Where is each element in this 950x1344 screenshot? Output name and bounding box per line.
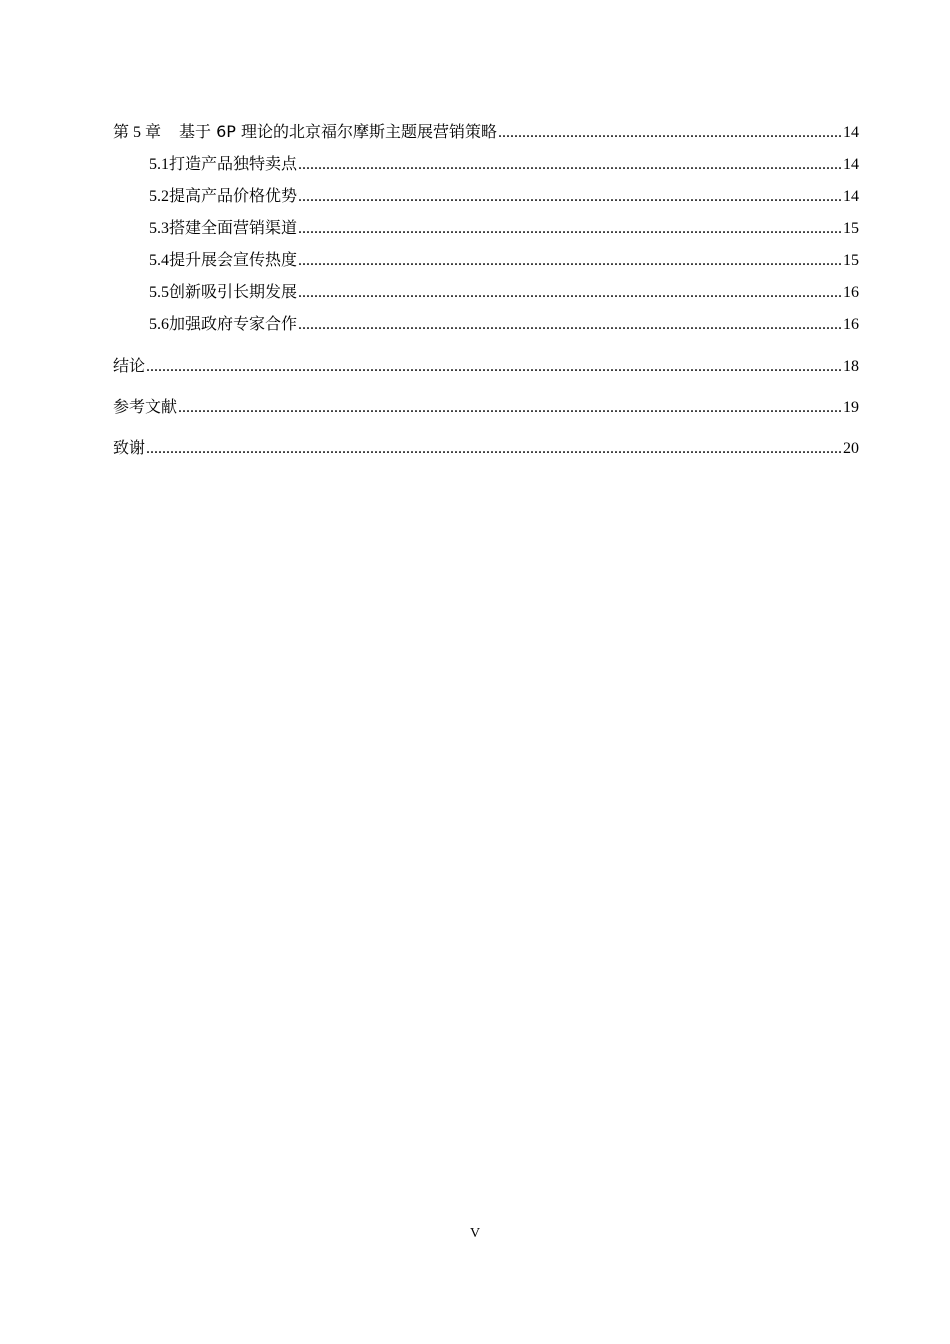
toc-dot-leader [298,213,842,245]
toc-entry-title: 致谢 [113,438,146,457]
toc-entry-number: 5.4 [149,252,169,269]
table-of-contents [113,116,859,464]
toc-entry-page: 14 [843,188,859,205]
toc-entry-title: 提升展会宣传热度 [169,250,298,269]
toc-entry-references[interactable] [113,391,859,423]
toc-entry-number: 5.1 [149,156,169,173]
toc-entry-title: 加强政府专家合作 [169,314,298,333]
toc-entry-number: 5.2 [149,188,169,205]
toc-entry-chapter-5[interactable] [113,116,859,148]
toc-dot-leader [298,309,842,341]
toc-entry-5-1[interactable] [113,148,859,180]
toc-entry-page: 15 [843,220,859,237]
toc-entry-number: 第 5 章 [113,124,162,141]
toc-entry-5-2[interactable] [113,180,859,212]
toc-entry-title: 打造产品独特卖点 [169,154,298,173]
toc-entry-page: 15 [843,252,859,269]
toc-entry-conclusion[interactable] [113,350,859,382]
toc-entry-page: 19 [843,399,859,416]
toc-entry-page: 20 [843,440,859,457]
toc-dot-leader [146,433,842,465]
toc-entry-title: 创新吸引长期发展 [169,282,298,301]
toc-dot-leader [298,277,842,309]
toc-dot-leader [498,117,842,149]
toc-entry-title: 基于 6P 理论的北京福尔摩斯主题展营销策略 [179,122,498,141]
toc-entry-page: 18 [843,358,859,375]
toc-dot-leader [178,392,842,424]
toc-dot-leader [298,181,842,213]
toc-entry-number: 5.6 [149,316,169,333]
toc-dot-leader [298,149,842,181]
toc-dot-leader [146,351,842,383]
toc-entry-page: 14 [843,156,859,173]
toc-entry-page: 14 [843,124,859,141]
toc-entry-5-4[interactable] [113,244,859,276]
toc-entry-acknowledgements[interactable] [113,432,859,464]
toc-entry-5-3[interactable] [113,212,859,244]
page-footer-number: V [469,1226,481,1241]
toc-entry-5-6[interactable] [113,308,859,340]
toc-entry-page: 16 [843,284,859,301]
toc-entry-title: 结论 [113,356,146,375]
toc-entry-number: 5.3 [149,220,169,237]
toc-entry-number: 5.5 [149,284,169,301]
toc-entry-title: 参考文献 [113,397,178,416]
toc-entry-5-5[interactable] [113,276,859,308]
toc-dot-leader [298,245,842,277]
toc-entry-title: 提高产品价格优势 [169,186,298,205]
toc-entry-title: 搭建全面营销渠道 [169,218,298,237]
toc-entry-page: 16 [843,316,859,333]
